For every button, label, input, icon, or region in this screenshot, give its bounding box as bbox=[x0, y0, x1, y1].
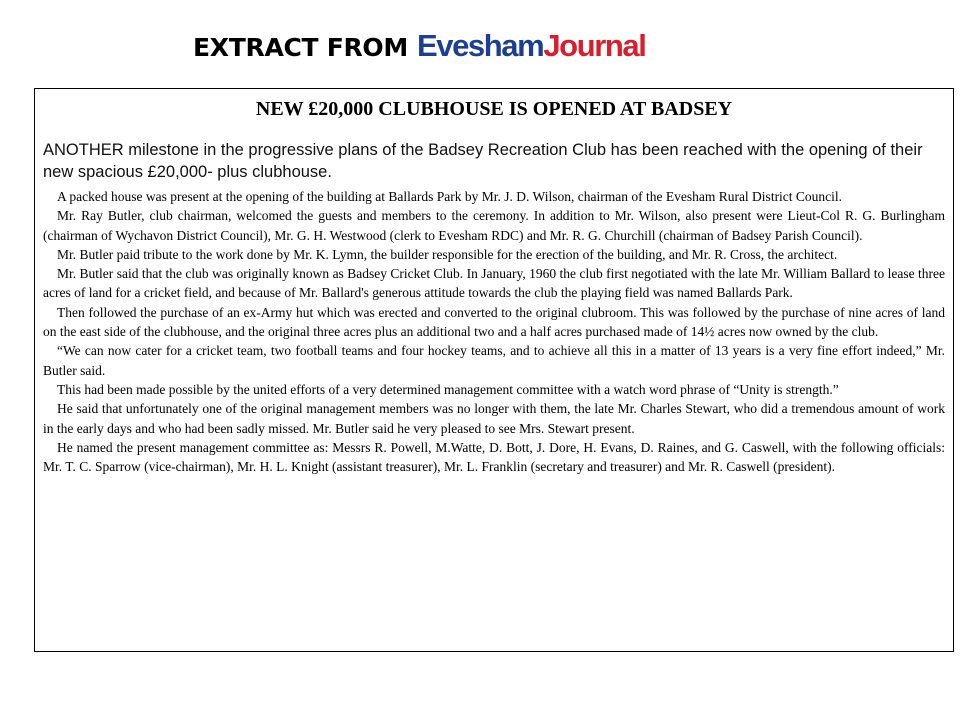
extract-header bbox=[193, 28, 645, 72]
article-paragraph: This had been made possible by the united efforts of a very determined management committee with a watch word phrase of “Unity is strength.” bbox=[57, 381, 839, 397]
article-paragraph: Then followed the purchase of an ex-Army hut which was erected and converted to the original clubroom. This was followed by the purchase of nine acres of land on the east side of the clubhouse, and the original three acres plus an additional two and a half acres purchased made of 14½ acres now owned by the club. bbox=[43, 304, 945, 340]
article-box bbox=[34, 88, 954, 652]
article-paragraph: Mr. Ray Butler, club chairman, welcomed the guests and members to the ceremony. In addition to Mr. Wilson, also present were Lieut-Col R. G. Burlingham (chairman of Wychavon District Council), Mr. G. H. Westwood (clerk to Evesham RDC) and Mr. R. G. Churchill (chairman of Badsey Parish Council). bbox=[43, 208, 945, 243]
article-paragraph: “We can now cater for a cricket team, two football teams and four hockey teams, and to achieve all this in a matter of 13 years is a very fine effort indeed,” Mr. Butler said. bbox=[43, 343, 945, 378]
article-lead: ANOTHER milestone in the progressive plans of the Badsey Recreation Club has been reached with the opening of their new spacious £20,000- plus clubhouse. bbox=[43, 141, 923, 181]
article-paragraph: Mr. Butler said that the club was originally known as Badsey Cricket Club. In January, 1960 the club first negotiated with the late Mr. William Ballard to lease three acres of land for a cricket field, and because of Mr. Ballard's generous attitude towards the club the playing field was named Ballards Park. bbox=[43, 266, 945, 301]
article-paragraph: He said that unfortunately one of the original management members was no longer with them, the late Mr. Charles Stewart, who did a tremendous amount of work in the early days and who had been sadly missed. Mr. Butler said he very pleased to see Mrs. Stewart present. bbox=[43, 401, 945, 436]
logo-evesham: Evesham bbox=[416, 28, 544, 63]
article-paragraph: He named the present management committee as: Messrs R. Powell, M.Watte, D. Bott, J. Dore, H. Evans, D. Raines, and G. Caswell, with the following officials: Mr. T. C. Sparrow (vice-chairman), Mr. H. L. Knight (assistant treasurer), Mr. L. Franklin (secretary and treasurer) and Mr. R. Caswell (president). bbox=[43, 439, 945, 475]
newspaper-logo bbox=[417, 28, 646, 64]
extract-label: EXTRACT FROM bbox=[193, 33, 408, 62]
logo-journal: Journal bbox=[543, 28, 646, 63]
article-paragraph: Mr. Butler paid tribute to the work done by Mr. K. Lymn, the builder responsible for the erection of the building, and Mr. R. Cross, the architect. bbox=[57, 246, 838, 262]
article-headline: NEW £20,000 CLUBHOUSE IS OPENED AT BADSEY bbox=[255, 98, 733, 120]
article-paragraph: A packed house was present at the opening of the building at Ballards Park by Mr. J. D. Wilson, chairman of the Evesham Rural District Council. bbox=[57, 189, 843, 204]
